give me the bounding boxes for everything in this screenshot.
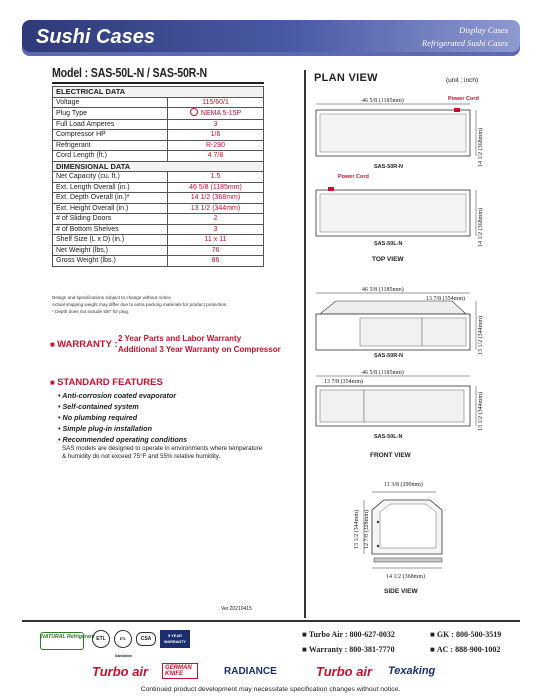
csa-logo [136, 632, 156, 646]
brand-logo-texaking: Texaking [388, 665, 436, 677]
feature-note: & humidity do not exceed 75°F and 55% relative humidity. [62, 453, 221, 460]
side-view-drawing [364, 492, 442, 568]
contact-text: GK : 800-500-3519 [436, 630, 502, 639]
table-row [53, 235, 264, 246]
row-label: Net Weight (lbs.) [53, 245, 168, 256]
table-row [53, 245, 264, 256]
row-label: Voltage [53, 97, 168, 108]
feature-item: • Anti-corrosion coated evaporator [58, 391, 177, 400]
category-label: Display Cases [459, 25, 508, 35]
brand-logo-turbo-air: Turbo air [316, 664, 373, 679]
badge-text: CSA [140, 636, 152, 642]
warranty-label [50, 339, 118, 350]
dim-door: 13 7/8 (354mm) [426, 296, 465, 302]
model-label: SAS-50R-N [374, 164, 404, 170]
dim-length: 46 5/8 (1185mm) [362, 287, 404, 293]
table-row [53, 214, 264, 225]
row-value: 1/6 [168, 130, 264, 141]
power-cord-label: Power Cord [338, 174, 369, 180]
feature-item: • Self-contained system [58, 402, 139, 411]
top-view-l-drawing [316, 187, 476, 236]
feature-text: Recommended operating conditions [62, 435, 188, 444]
badge-text: NATURAL Refrigerant [41, 634, 95, 640]
row-label: Ext. Height Overall (in.) [53, 203, 168, 214]
table-row [53, 172, 264, 183]
dim-depth: 14 1/2 (368mm) [386, 574, 425, 580]
warranty-badge [160, 630, 190, 648]
brand-logo-german-knife: GERMAN KNIFE [162, 663, 198, 679]
view-title: FRONT VIEW [370, 452, 411, 459]
row-label: Plug Type [53, 108, 168, 120]
model-heading: Model : SAS-50L-N / SAS-50R-N [52, 66, 208, 80]
top-view-r-drawing [316, 104, 476, 156]
warranty-line: 2 Year Parts and Labor Warranty [118, 334, 242, 343]
row-label: Ext. Length Overall (in.) [53, 182, 168, 193]
badge-text: 5 YEAR WARRANTY [164, 634, 186, 644]
row-value: 14 1/2 (368mm) [168, 193, 264, 204]
feature-text: Anti-corrosion coated evaporator [62, 391, 177, 400]
page-header-banner [22, 20, 520, 56]
feature-item: • No plumbing required [58, 413, 138, 422]
contact-text: Turbo Air : 800-627-0032 [308, 630, 395, 639]
power-cord-label: Power Cord [448, 96, 479, 102]
disclaimer-line: Design and specifications subject to change without notice. [52, 295, 173, 300]
row-label: Shelf Size (L x D) (in.) [53, 235, 168, 246]
badge-text: ETL Sanitation [115, 637, 132, 658]
etl-logo [92, 630, 110, 648]
model-label: SAS-50R-N [374, 353, 404, 359]
table-row [53, 256, 264, 267]
row-value: 3 [168, 119, 264, 130]
row-value: 2 [168, 214, 264, 225]
brand-logo-turbo-air: Turbo air [92, 664, 149, 679]
row-value: 1.5 [168, 172, 264, 183]
row-value: 11 x 11 [168, 235, 264, 246]
badge-text: ETL [96, 636, 106, 642]
etl-sanitation-logo [114, 630, 132, 658]
dim-side-inner: 12 7/8 (328mm) [364, 510, 370, 549]
feature-item: • Recommended operating conditions [58, 435, 188, 444]
row-label: Cord Length (ft.) [53, 151, 168, 162]
feature-text: Self-contained system [62, 402, 139, 411]
feature-text: No plumbing required [62, 413, 138, 422]
row-value [168, 108, 264, 120]
dim-length: 46 5/8 (1185mm) [362, 370, 404, 376]
dim-depth: 14 1/2 (368mm) [478, 128, 484, 167]
unit-label: (unit : inch) [446, 77, 479, 84]
dimensional-heading: DIMENSIONAL DATA [53, 161, 264, 172]
natural-refrigerant-badge [40, 632, 95, 650]
bullet-icon: ■ [50, 378, 58, 387]
feature-note: SAS models are designed to operate in environments where temperature [62, 445, 263, 452]
row-label: Full Load Amperes [53, 119, 168, 130]
brand-logo-radiance: RADIANCE [224, 666, 277, 677]
model-label: SAS-50L-N [374, 241, 403, 247]
dim-depth: 14 1/2 (368mm) [478, 208, 484, 247]
table-row [53, 119, 264, 130]
row-value: 86 [168, 256, 264, 267]
plug-icon [190, 108, 198, 116]
dim-height: 13 1/2 (344mm) [354, 510, 360, 549]
view-title: SIDE VIEW [384, 588, 418, 595]
row-label: Gross Weight (lbs.) [53, 256, 168, 267]
feature-text: Simple plug-in installation [62, 424, 152, 433]
row-label: Ext. Depth Overall (in.)* [53, 193, 168, 204]
page-title: Sushi Cases [36, 26, 155, 48]
dim-height: 13 1/2 (344mm) [478, 316, 484, 355]
feature-item: • Simple plug-in installation [58, 424, 152, 433]
bullet-icon: ■ [50, 340, 58, 349]
table-row [53, 97, 264, 108]
disclaimer-line: * Depth does not include 5/8" for plug. [52, 309, 130, 314]
table-row [53, 203, 264, 214]
row-label: # of Bottom Shelves [53, 224, 168, 235]
spec-table [52, 86, 264, 267]
table-row [53, 108, 264, 120]
contact-text: AC : 888-900-1002 [436, 645, 501, 654]
table-row [53, 224, 264, 235]
warranty-line: Additional 3 Year Warranty on Compressor [118, 345, 281, 354]
version-label: Ver.20210415 [221, 606, 252, 612]
dim-side-width: 11 3/8 (290mm) [384, 482, 423, 488]
contact-warranty: ■ Warranty : 800-381-7770 [302, 645, 395, 654]
row-value: 13 1/2 (344mm) [168, 203, 264, 214]
bottom-disclaimer: Continued product development may necessitate specification changes without notice. [140, 686, 401, 693]
row-value: 115/60/1 [168, 97, 264, 108]
plan-view-title: PLAN VIEW [314, 72, 378, 84]
view-title: TOP VIEW [372, 256, 404, 263]
row-value: 46 5/8 (1185mm) [168, 182, 264, 193]
table-row [53, 140, 264, 151]
table-row [53, 193, 264, 204]
dim-length: 46 5/8 (1185mm) [362, 98, 404, 104]
plug-type-value: NEMA 5-15P [200, 110, 242, 117]
plan-drawings [306, 86, 520, 606]
footer-divider [22, 620, 520, 622]
disclaimer-line: Actual shipping weight may differ due to extra packing materials for product protection. [52, 302, 228, 307]
row-label: # of Sliding Doors [53, 214, 168, 225]
warranty-label-text: WARRANTY : [57, 339, 118, 350]
row-value: 4 7/8 [168, 151, 264, 162]
model-label: SAS-50L-N [374, 434, 403, 440]
contact-text: Warranty : 800-381-7770 [308, 645, 395, 654]
features-heading [50, 377, 163, 388]
contact-gk: ■ GK : 800-500-3519 [430, 630, 502, 639]
contact-ac: ■ AC : 888-900-1002 [430, 645, 501, 654]
row-label: Net Capacity (cu. ft.) [53, 172, 168, 183]
contact-turbo-air: ■ Turbo Air : 800-627-0032 [302, 630, 395, 639]
row-value: 3 [168, 224, 264, 235]
table-row [53, 182, 264, 193]
features-heading-text: STANDARD FEATURES [57, 377, 163, 388]
row-value: 76 [168, 245, 264, 256]
dim-door: 13 7/8 (354mm) [324, 379, 363, 385]
row-label: Refrigerant [53, 140, 168, 151]
table-row [53, 130, 264, 141]
row-label: Compressor HP [53, 130, 168, 141]
row-value: R-290 [168, 140, 264, 151]
divider [52, 82, 264, 84]
dim-height: 13 1/2 (344mm) [478, 392, 484, 431]
subcategory-label: Refrigerated Sushi Cases [422, 38, 508, 48]
electrical-heading: ELECTRICAL DATA [53, 87, 264, 98]
table-row [53, 151, 264, 162]
